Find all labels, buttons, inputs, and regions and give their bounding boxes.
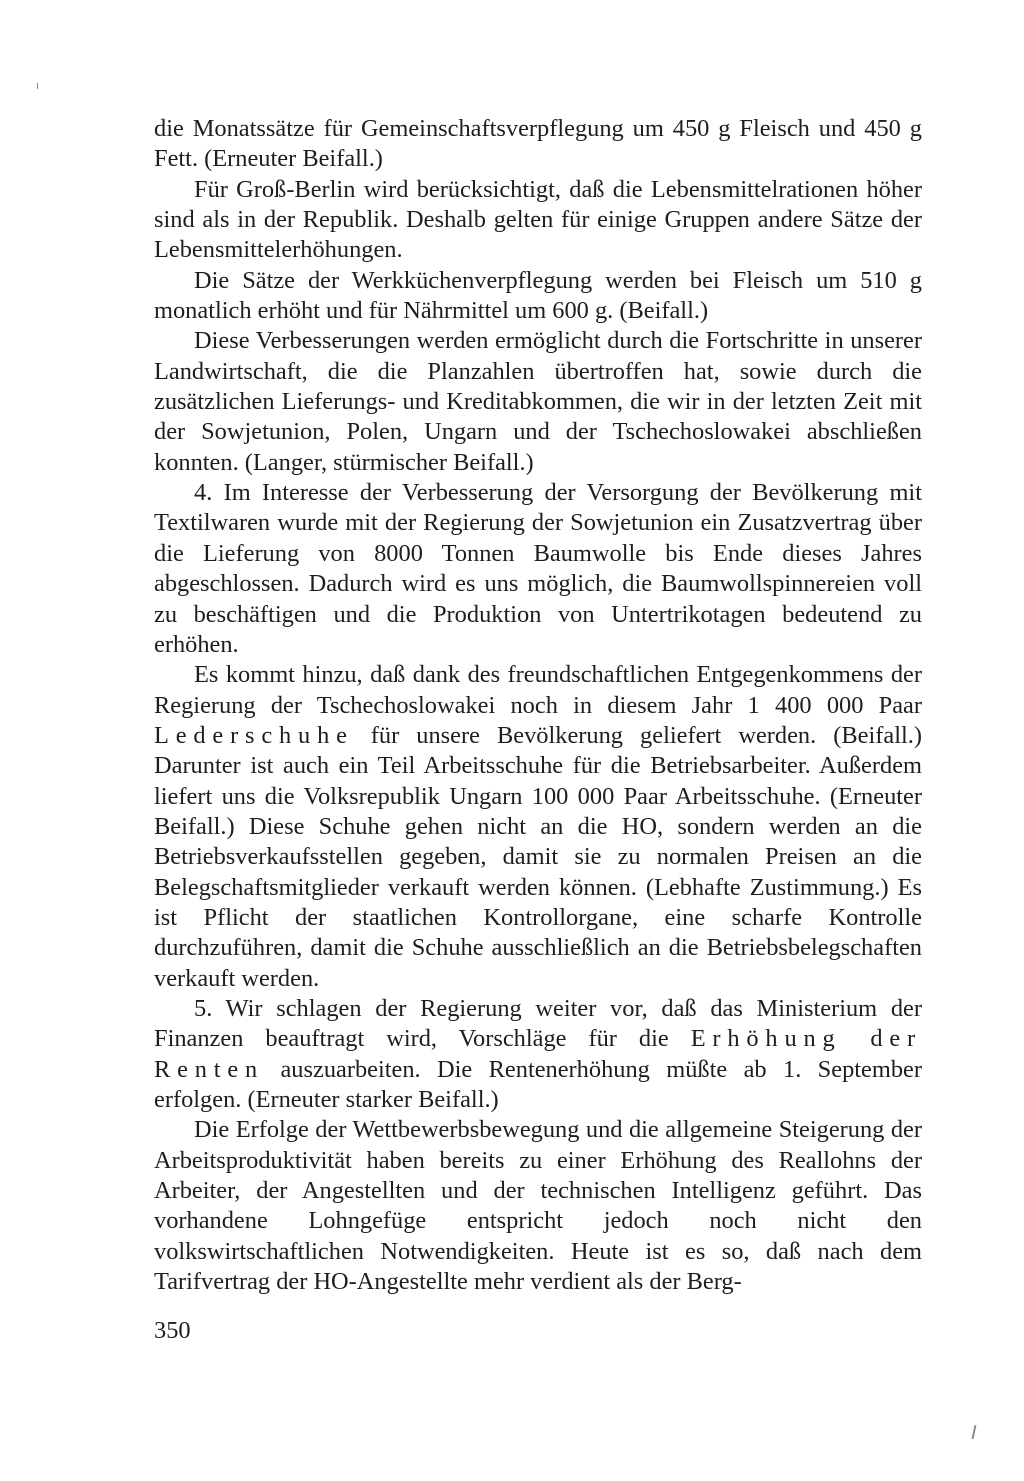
paragraph-3: Die Sätze der Werkküchenverpflegung werden bei Fleisch um 510 g monatlich erhöht und für Nährmittel um 600 g. (Beifall.) [154,266,922,325]
page-number: 350 [154,1317,191,1344]
paragraph-6-after: für unsere Bevölkerung geliefert werden. (Beifall.) Darunter ist auch ein Teil Arbeitsschuhe für die Betriebsarbeiter. Außerdem liefert uns die Volksrepublik Ungarn 100 000 Paar Arbeitsschuhe. (Erneuter Beifall.) Diese Schuhe gehen nicht an die HO, sondern werden an die Betriebsverkaufsstellen gegeben, damit sie zu normalen Preisen an die Belegschaftsmitglieder verkauft werden können. (Lebhafte Zustimmung.) Es ist Pflicht der staatlichen Kontrollorgane, eine scharfe Kontrolle durchzuführen, damit die Schuhe ausschließlich an die Betriebsbelegschaften verkauft werden. [154,721,922,992]
text-block [154,114,922,1297]
paragraph-7 [154,994,922,1115]
paragraph-7-after: auszuarbeiten. Die Rentenerhöhung müßte ab 1. September erfolgen. (Erneuter starker Beifall.) [154,1055,922,1113]
paragraph-5: 4. Im Interesse der Verbesserung der Versorgung der Bevölkerung mit Textilwaren wurde mit der Regierung der Sowjetunion ein Zusatzvertrag über die Lieferung von 8000 Tonnen Baumwolle bis Ende dieses Jahres abgeschlossen. Dadurch wird es uns möglich, die Baumwollspinnereien voll zu beschäftigen und die Produktion von Untertrikotagen bedeutend zu erhöhen. [154,479,922,658]
scan-speck [37,83,38,89]
page-body [154,114,922,1424]
paragraph-1: die Monatssätze für Gemeinschaftsverpflegung um 450 g Fleisch und 450 g Fett. (Erneuter Beifall.) [154,115,922,173]
paragraph-6 [154,660,922,994]
paragraph-7-spaced-emphasis: Erhöhung der Renten [154,1025,922,1083]
paragraph-6-before: Es kommt hinzu, daß dank des freundschaftlichen Entgegenkommens der Regierung der Tschechoslowakei noch in diesem Jahr 1 400 000 Paar [154,661,922,719]
paragraph-2: Für Groß-Berlin wird berücksichtigt, daß die Lebensmittelrationen höher sind als in der Republik. Deshalb gelten für einige Gruppen andere Sätze der Lebensmittelerhöhungen. [154,175,922,264]
paragraph-8: Die Erfolge der Wettbewerbsbewegung und die allgemeine Steigerung der Arbeitsproduktivität haben bereits zu einer Erhöhung des Reallohns der Arbeiter, der Angestellten und der technischen Intelligenz geführt. Das vorhandene Lohngefüge entspricht jedoch noch nicht den volkswirtschaftlichen Notwendigkeiten. Heute ist es so, daß nach dem Tarifvertrag der HO-Angestellte mehr verdient als der Berg- [154,1116,922,1296]
scan-speck [972,1425,977,1439]
paragraph-6-spaced-emphasis: Lederschuhe [154,721,354,749]
paragraph-4: Diese Verbesserungen werden ermöglicht durch die Fortschritte in unserer Landwirtschaft, die die Planzahlen übertroffen hat, sowie durch die zusätzlichen Lieferungs- und Kreditabkommen, die wir in der letzten Zeit mit der Sowjetunion, Polen, Ungarn und der Tschechoslowakei abschließen konnten. (Langer, stürmischer Beifall.) [154,327,922,476]
paragraph-7-before: 5. Wir schlagen der Regierung weiter vor, daß das Ministerium der Finanzen beauftragt wird, Vorschläge für die [154,994,922,1053]
